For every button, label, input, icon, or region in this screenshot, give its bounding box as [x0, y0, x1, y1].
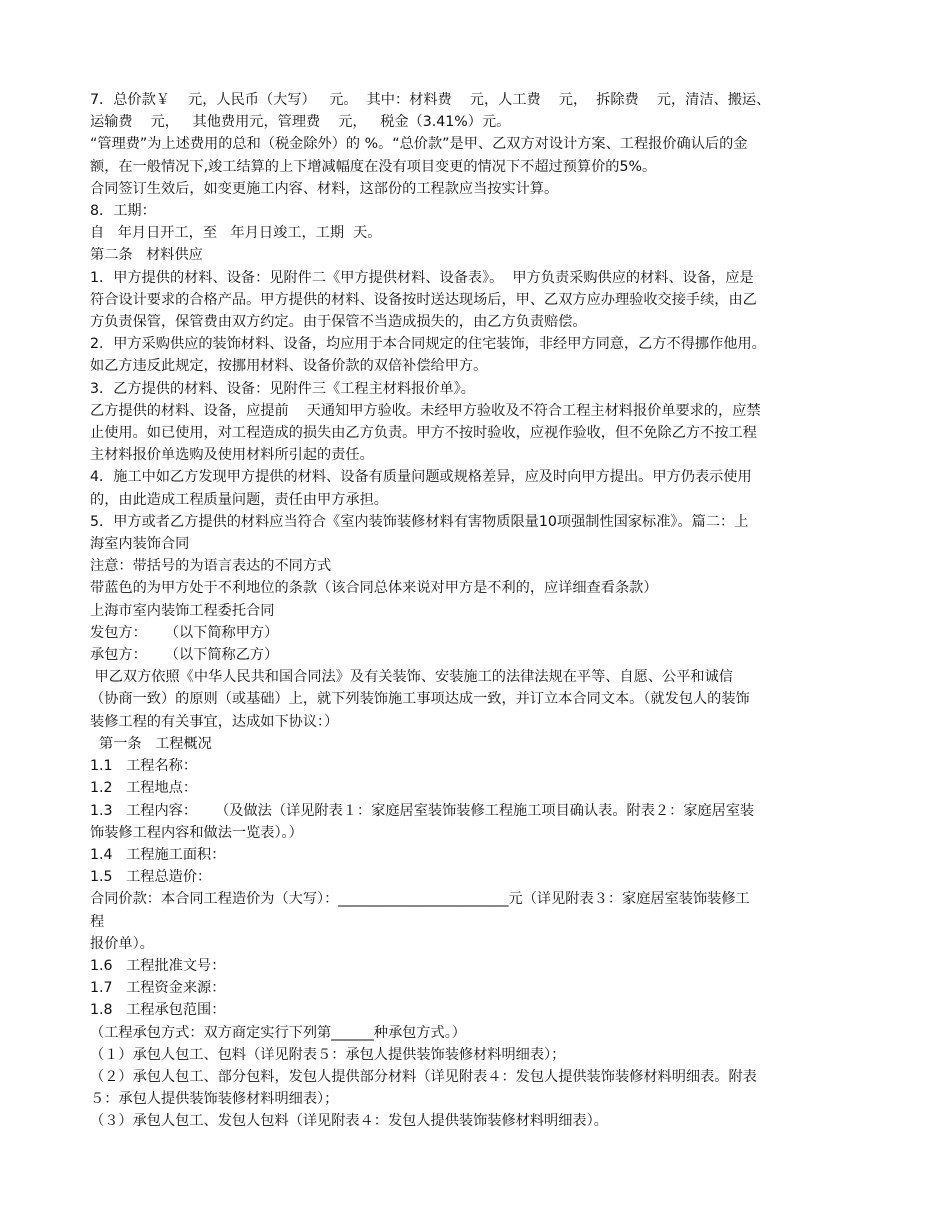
text-line: 4．施工中如乙方发现甲方提供的材料、设备有质量问题或规格差异，应及时向甲方提出。甲方仍表示使用 [90, 469, 752, 486]
text-line: 1.6 工程批准文号： [90, 957, 226, 974]
text-line: 方负责保管，保管费由双方约定。由于保管不当造成损失的，由乙方负责赔偿。 [90, 314, 587, 331]
text-line: （１）承包人包工、包料（详见附表５：承包人提供装饰装修材料明细表）； [90, 1046, 566, 1063]
text-line: 甲乙双方依照《中华人民共和国合同法》及有关装饰、安装施工的法律法规在平等、自愿、公平和诚信 [90, 669, 733, 686]
text-line: 报价单）。 [90, 935, 154, 952]
text-line: 海室内装饰合同 [90, 536, 190, 553]
text-line: 运输费 元， 其他费用元，管理费 元， 税金（3.41%）元。 [90, 114, 511, 131]
text-line: （协商一致）的原则（或基础）上，就下列装饰施工事项达成一致，并订立本合同文本。（就发包人的装饰 [90, 691, 750, 708]
section-heading: 第二条 材料供应 [90, 247, 203, 264]
text-line: 额，在一般情况下,竣工结算的上下增减幅度在没有项目变更的情况下不超过预算价的5%。 [90, 158, 657, 175]
text-line: 7．总价款￥ 元，人民币（大写） 元。 其中：材料费 元，人工费 元， 拆除费 元，清洁、搬运、 [90, 92, 771, 108]
text-line: 5．甲方或者乙方提供的材料应当符合《室内装饰装修材料有害物质限量10项强制性国家标准》。篇二：上 [90, 513, 749, 530]
text-line: （工程承包方式：双方商定实行下列第______种承包方式。） [90, 1024, 466, 1041]
document-title: 上海市室内装饰工程委托合同 [90, 602, 275, 619]
text-line: 的，由此造成工程质量问题，责任由甲方承担。 [90, 491, 388, 508]
section-heading: 第一条 工程概况 [90, 735, 212, 752]
text-line: （２）承包人包工、部分包料，发包人提供部分材料（详见附表４：发包人提供装饰装修材料明细表。附表 [90, 1068, 757, 1085]
text-line: （３）承包人包工、发包人包料（详见附表４：发包人提供装饰装修材料明细表）。 [90, 1113, 608, 1130]
text-line: 符合设计要求的合格产品。甲方提供的材料、设备按时送达现场后，甲、乙双方应办理验收交接手续，由乙 [90, 291, 757, 308]
text-line: 1.1 工程名称： [90, 758, 198, 775]
text-line: 自 年月日开工，至 年月日竣工，工期 天。 [90, 225, 382, 242]
text-line: 合同签订生效后，如变更施工内容、材料，这部份的工程款应当按实计算。 [90, 180, 559, 197]
text-line: 如乙方违反此规定，按挪用材料、设备价款的双倍补偿给甲方。 [90, 358, 488, 375]
text-line: 带蓝色的为甲方处于不利地位的条款（该合同总体来说对甲方是不利的，应详细查看条款） [90, 580, 658, 597]
text-line: 程 [90, 913, 105, 930]
text-line: 注意：带括号的为语言表达的不同方式 [90, 558, 332, 575]
text-line: 1.8 工程承包范围： [90, 1002, 226, 1019]
text-line: “管理费”为上述费用的总和（税金除外）的 %。“总价款”是甲、乙双方对设计方案、工程报价确认后的金 [90, 136, 748, 153]
text-line: 止使用。如已使用，对工程造成的损失由乙方负责。甲方不按时验收，应视作验收，但不免除乙方不按工程 [90, 425, 757, 442]
text-line: 1．甲方提供的材料、设备：见附件二《甲方提供材料、设备表》。 甲方负责采购供应的材料、设备，应是 [90, 269, 754, 286]
text-line: 主材料报价单选购及使用材料所引起的责任。 [90, 447, 374, 464]
text-line: 饰装修工程内容和做法一览表）。） [90, 824, 303, 841]
text-line: 承包方： （以下简称乙方） [90, 647, 279, 664]
text-line: 发包方： （以下简称甲方） [90, 624, 279, 641]
text-line: 装修工程的有关事宜，达成如下协议：） [90, 713, 339, 730]
text-line: ５：承包人提供装饰装修材料明细表）； [90, 1091, 339, 1108]
text-line: 3．乙方提供的材料、设备：见附件三《工程主材料报价单》。 [90, 380, 475, 397]
text-line: 乙方提供的材料、设备，应提前 天通知甲方验收。未经甲方验收及不符合工程主材料报价单要求的，应禁 [90, 402, 761, 419]
text-line: 合同价款：本合同工程造价为（大写）：________________________元（详见附表３：家庭居室装饰装修工 [90, 891, 750, 908]
text-line: 1.4 工程施工面积： [90, 846, 226, 863]
text-line: 1.5 工程总造价： [90, 869, 212, 886]
text-line: 1.2 工程地点： [90, 780, 198, 797]
document-body [90, 89, 860, 1133]
text-line: 1.3 工程内容： （及做法（详见附表１：家庭居室装饰装修工程施工项目确认表。附表２：家庭居室装 [90, 802, 755, 819]
text-line: 1.7 工程资金来源： [90, 980, 226, 997]
text-line: 2．甲方采购供应的装饰材料、设备，均应用于本合同规定的住宅装饰，非经甲方同意，乙方不得挪作他用。 [90, 336, 766, 353]
text-line: 8．工期： [90, 203, 156, 220]
